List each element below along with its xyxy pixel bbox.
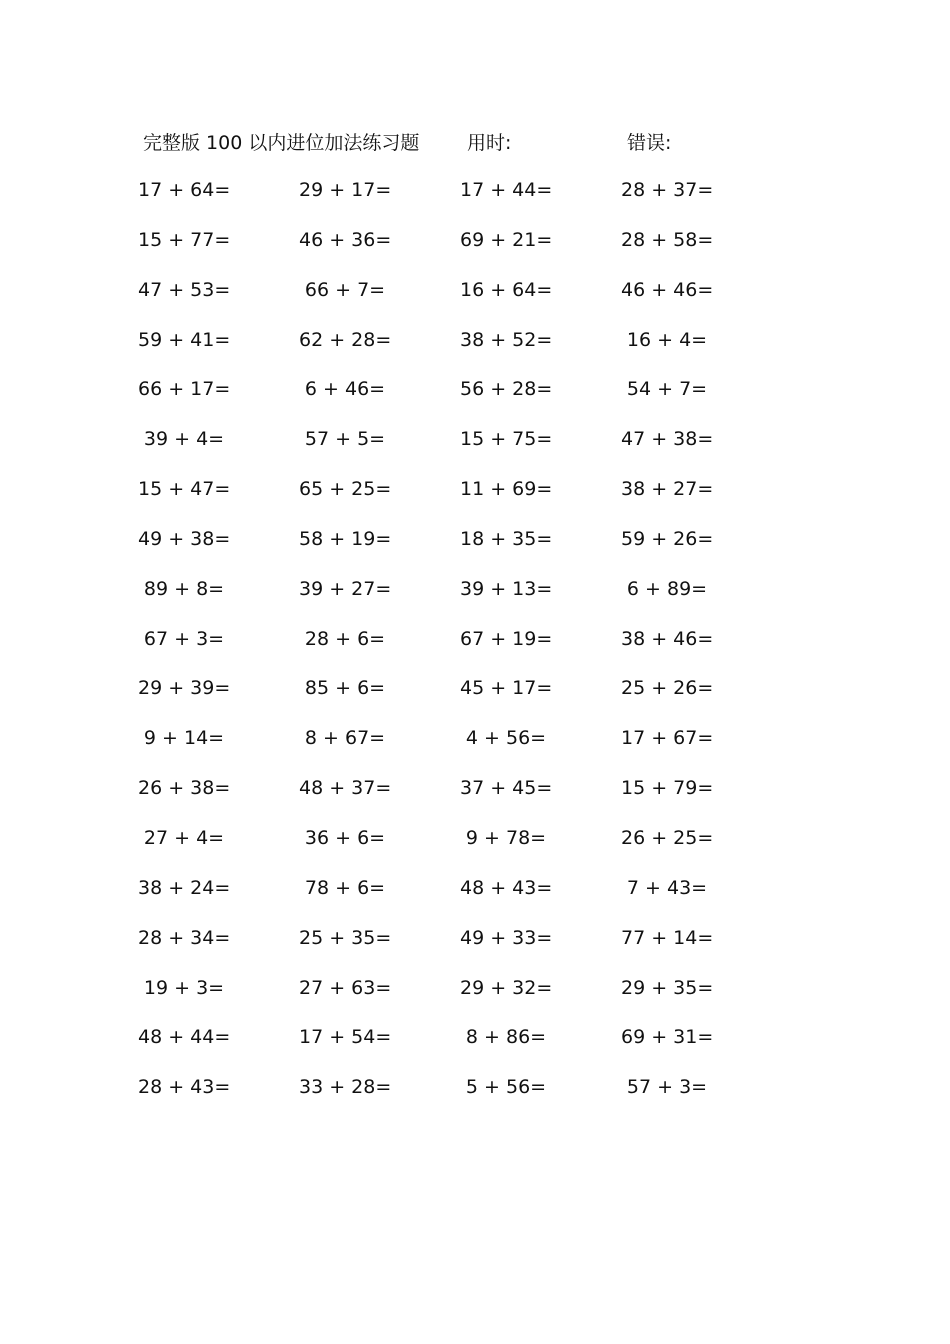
addition-problem: 5 + 56= bbox=[465, 1076, 547, 1099]
addition-problem: 11 + 69= bbox=[460, 478, 553, 501]
addition-problem: 85 + 6= bbox=[304, 677, 386, 700]
addition-problem: 17 + 64= bbox=[138, 179, 231, 201]
addition-problem: 28 + 58= bbox=[621, 228, 714, 251]
addition-problem: 6 + 89= bbox=[626, 577, 708, 600]
addition-problem: 28 + 43= bbox=[138, 1076, 231, 1099]
addition-problem: 47 + 53= bbox=[138, 278, 231, 301]
addition-problem: 47 + 38= bbox=[621, 428, 714, 451]
addition-problem: 48 + 37= bbox=[299, 777, 392, 800]
addition-problem: 26 + 38= bbox=[138, 777, 231, 800]
addition-problem: 77 + 14= bbox=[621, 926, 714, 949]
problem-row bbox=[0, 871, 950, 921]
problem-row bbox=[0, 821, 950, 871]
problem-row bbox=[0, 522, 950, 572]
addition-problem: 58 + 19= bbox=[299, 527, 392, 550]
problem-row bbox=[0, 223, 950, 273]
addition-problem: 89 + 8= bbox=[143, 577, 225, 600]
addition-problem: 15 + 75= bbox=[460, 428, 553, 451]
worksheet-title: 完整版 100 以内进位加法练习题 bbox=[143, 132, 420, 154]
addition-problem: 29 + 32= bbox=[460, 976, 553, 999]
addition-problem: 38 + 24= bbox=[138, 876, 231, 899]
addition-problem: 9 + 78= bbox=[465, 826, 547, 849]
addition-problem: 8 + 67= bbox=[304, 727, 386, 750]
addition-problem: 69 + 31= bbox=[621, 1026, 714, 1049]
addition-problem: 17 + 54= bbox=[299, 1026, 392, 1049]
addition-problem: 38 + 52= bbox=[460, 328, 553, 351]
addition-problem: 67 + 19= bbox=[460, 627, 553, 650]
addition-problem: 27 + 63= bbox=[299, 976, 392, 999]
addition-problem: 26 + 25= bbox=[621, 826, 714, 849]
addition-problem: 4 + 56= bbox=[465, 727, 547, 750]
addition-problem: 66 + 7= bbox=[304, 278, 386, 301]
problem-row bbox=[0, 422, 950, 472]
addition-problem: 54 + 7= bbox=[626, 378, 708, 401]
problem-row bbox=[0, 921, 950, 971]
addition-problem: 38 + 46= bbox=[621, 627, 714, 650]
problem-row bbox=[0, 372, 950, 422]
problem-row bbox=[0, 1070, 950, 1120]
addition-problem: 29 + 17= bbox=[299, 179, 392, 201]
addition-problem: 15 + 79= bbox=[621, 777, 714, 800]
addition-problem: 67 + 3= bbox=[143, 627, 225, 650]
problem-row bbox=[0, 572, 950, 622]
problem-row bbox=[0, 472, 950, 522]
addition-problem: 39 + 13= bbox=[460, 577, 553, 600]
addition-problem: 28 + 34= bbox=[138, 926, 231, 949]
addition-problem: 49 + 38= bbox=[138, 527, 231, 550]
addition-problem: 78 + 6= bbox=[304, 876, 386, 899]
error-label: 错误: bbox=[627, 132, 672, 154]
problem-row bbox=[0, 971, 950, 1021]
addition-problem: 37 + 45= bbox=[460, 777, 553, 800]
addition-problem: 59 + 26= bbox=[621, 527, 714, 550]
addition-problem: 56 + 28= bbox=[460, 378, 553, 401]
problem-row bbox=[0, 273, 950, 323]
addition-problem: 29 + 35= bbox=[621, 976, 714, 999]
problem-row bbox=[0, 622, 950, 672]
addition-problem: 48 + 44= bbox=[138, 1026, 231, 1049]
addition-problem: 25 + 26= bbox=[621, 677, 714, 700]
addition-problem: 49 + 33= bbox=[460, 926, 553, 949]
addition-problem: 33 + 28= bbox=[299, 1076, 392, 1099]
addition-problem: 48 + 43= bbox=[460, 876, 553, 899]
addition-problem: 28 + 37= bbox=[621, 179, 714, 201]
addition-problem: 65 + 25= bbox=[299, 478, 392, 501]
addition-problem: 25 + 35= bbox=[299, 926, 392, 949]
addition-problem: 17 + 67= bbox=[621, 727, 714, 750]
addition-problem: 46 + 46= bbox=[621, 278, 714, 301]
addition-problem: 8 + 86= bbox=[465, 1026, 547, 1049]
addition-problem: 57 + 3= bbox=[626, 1076, 708, 1099]
problem-row bbox=[0, 771, 950, 821]
addition-problem: 16 + 64= bbox=[460, 278, 553, 301]
addition-problem: 39 + 27= bbox=[299, 577, 392, 600]
addition-problem: 15 + 47= bbox=[138, 478, 231, 501]
addition-problem: 59 + 41= bbox=[138, 328, 231, 351]
addition-problem: 15 + 77= bbox=[138, 228, 231, 251]
addition-problem: 38 + 27= bbox=[621, 478, 714, 501]
addition-problem: 19 + 3= bbox=[143, 976, 225, 999]
addition-problem: 57 + 5= bbox=[304, 428, 386, 451]
problem-row bbox=[0, 173, 950, 223]
addition-problem: 16 + 4= bbox=[626, 328, 708, 351]
addition-problem: 36 + 6= bbox=[304, 826, 386, 849]
addition-problem: 9 + 14= bbox=[143, 727, 225, 750]
addition-problem: 69 + 21= bbox=[460, 228, 553, 251]
addition-problem: 27 + 4= bbox=[143, 826, 225, 849]
addition-problem: 45 + 17= bbox=[460, 677, 553, 700]
addition-problem: 39 + 4= bbox=[143, 428, 225, 451]
worksheet-header bbox=[0, 128, 950, 158]
addition-problem: 46 + 36= bbox=[299, 228, 392, 251]
addition-problem: 62 + 28= bbox=[299, 328, 392, 351]
addition-problem: 28 + 6= bbox=[304, 627, 386, 650]
addition-problem: 7 + 43= bbox=[626, 876, 708, 899]
addition-problem: 18 + 35= bbox=[460, 527, 553, 550]
problem-row bbox=[0, 721, 950, 771]
time-label: 用时: bbox=[467, 132, 512, 154]
problem-row bbox=[0, 1020, 950, 1070]
problem-grid bbox=[0, 173, 950, 1120]
addition-problem: 29 + 39= bbox=[138, 677, 231, 700]
addition-problem: 66 + 17= bbox=[138, 378, 231, 401]
problem-row bbox=[0, 323, 950, 373]
addition-problem: 17 + 44= bbox=[460, 179, 553, 201]
addition-problem: 6 + 46= bbox=[304, 378, 386, 401]
problem-row bbox=[0, 671, 950, 721]
